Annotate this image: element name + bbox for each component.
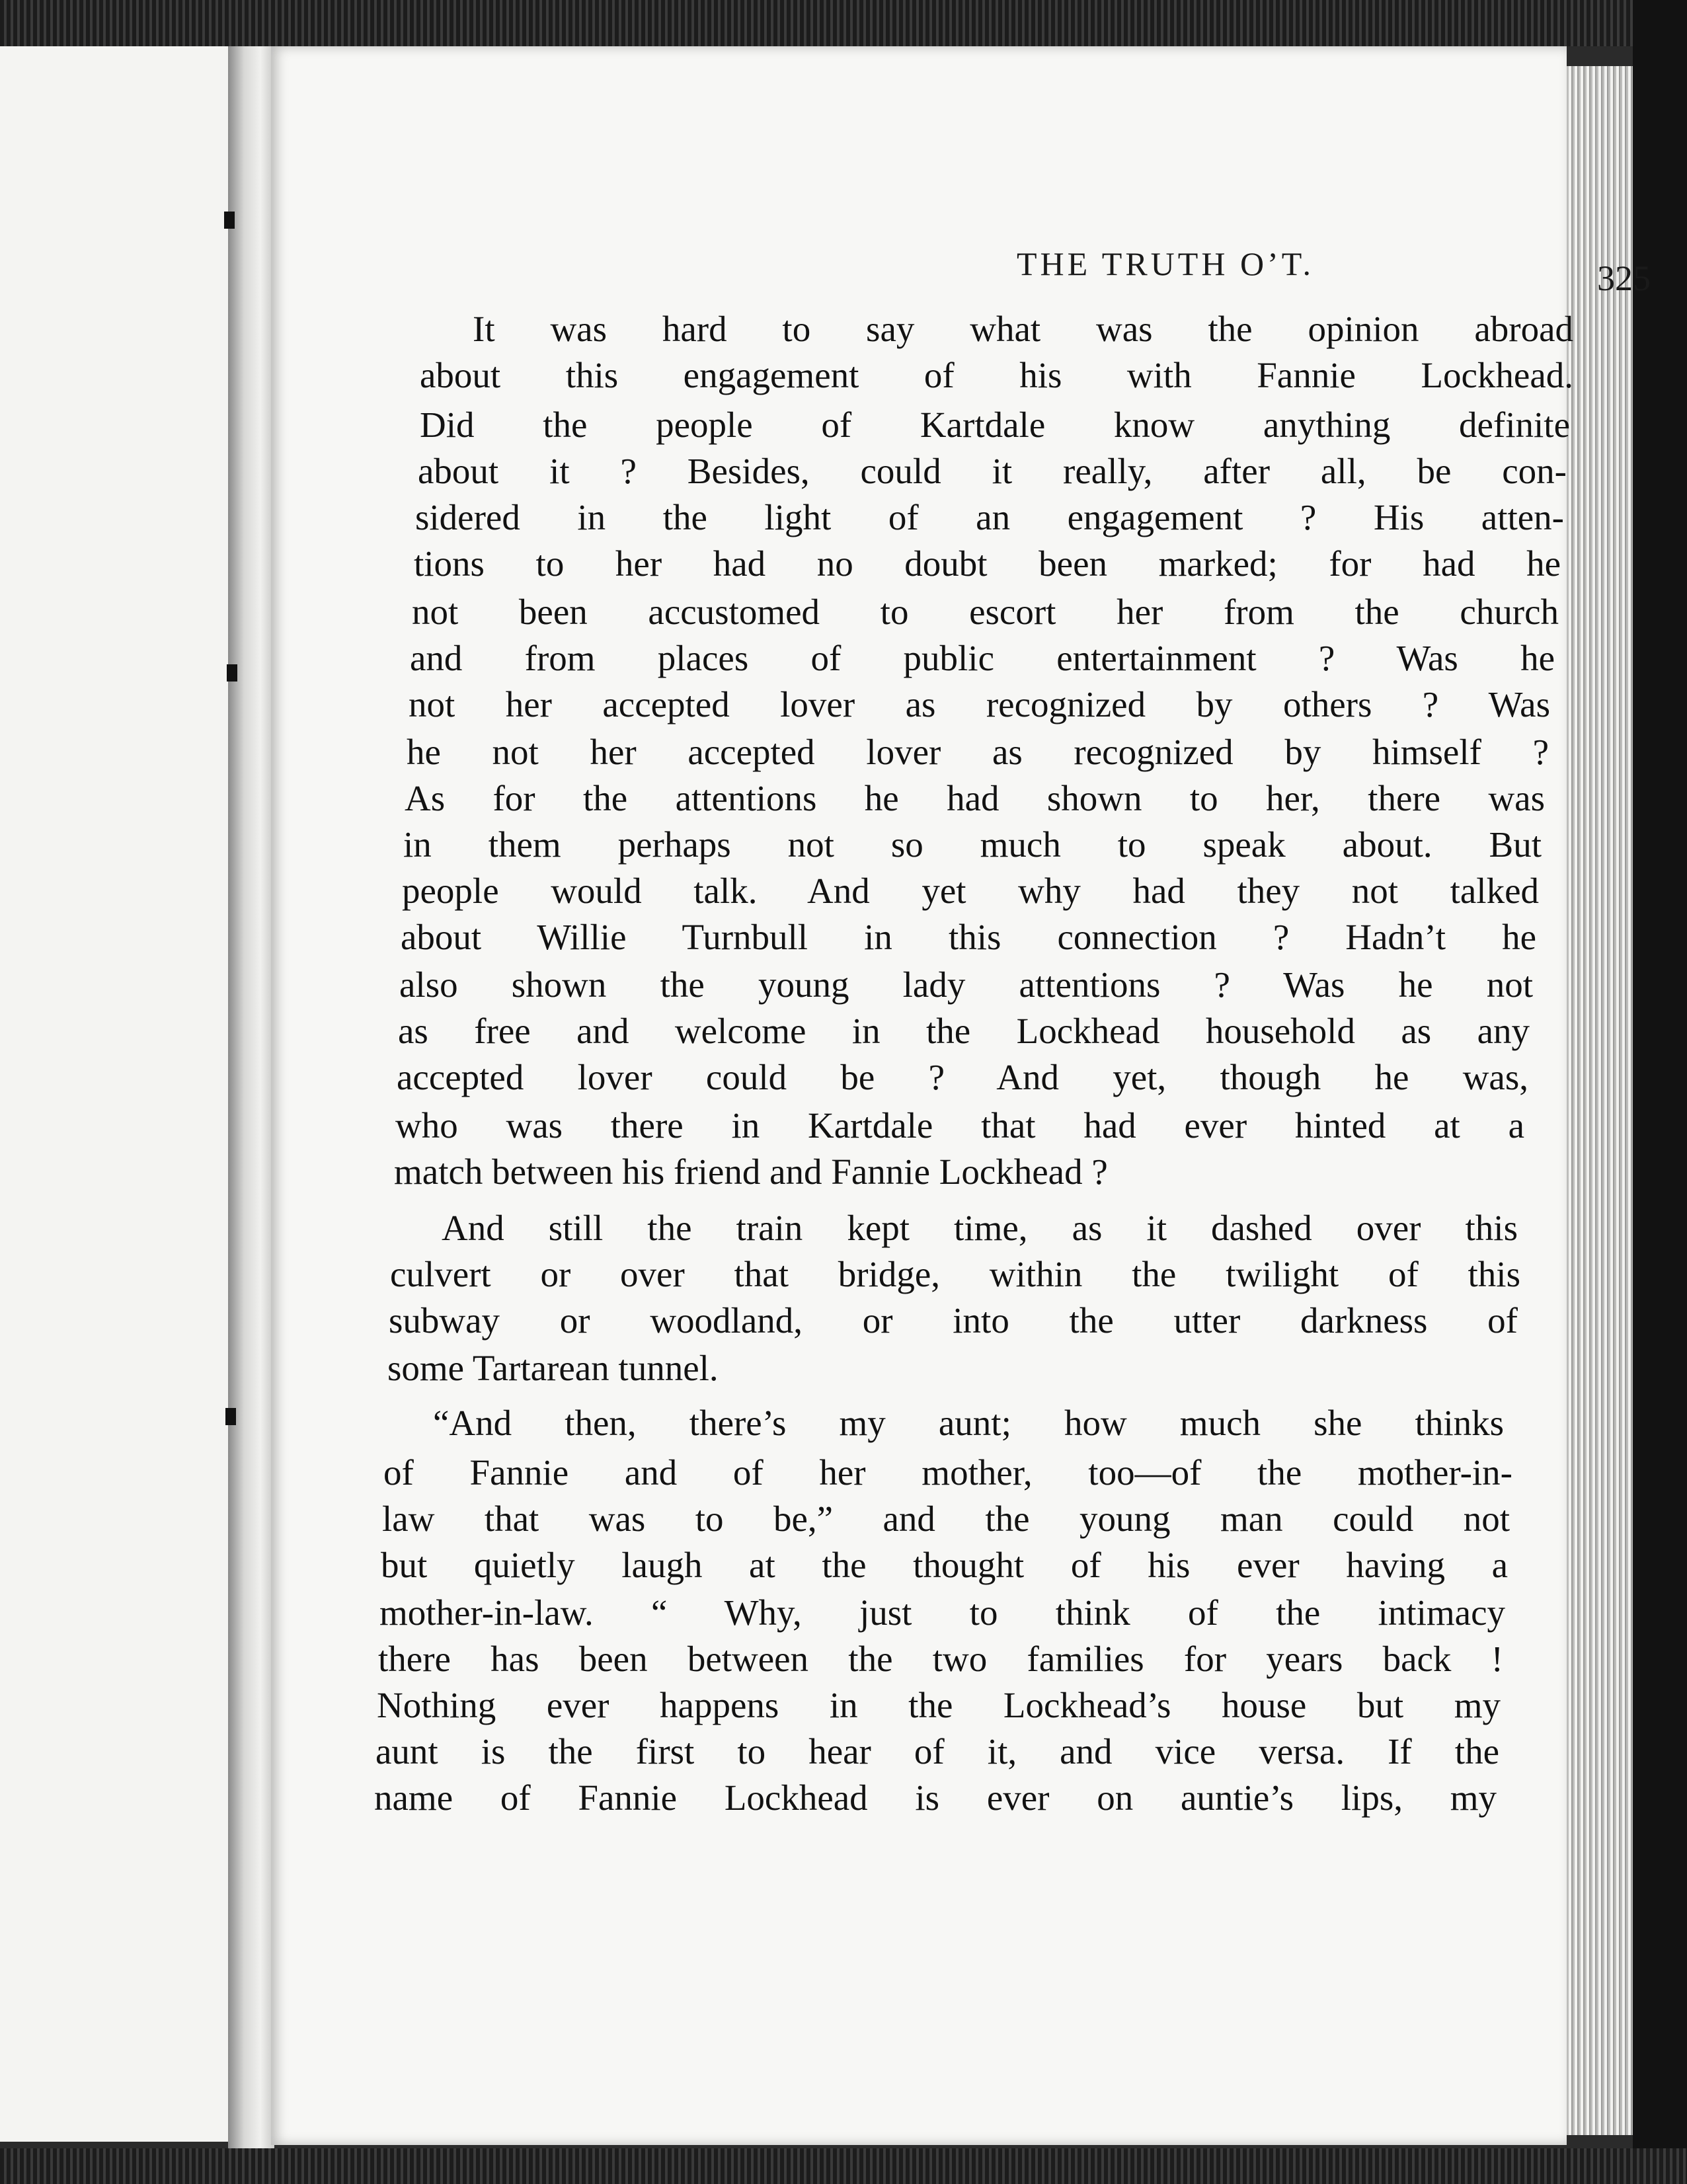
- body-line: also shown the young lady attentions ? Was he not: [399, 964, 1533, 1005]
- body-line: law that was to be,” and the young man could not: [382, 1499, 1510, 1539]
- body-line: who was there in Kartdale that had ever hinted at a: [395, 1105, 1524, 1146]
- body-line: of Fannie and of her mother, too—of the mother-in-: [383, 1452, 1512, 1493]
- body-line: It was hard to say what was the opinion abroad: [473, 309, 1573, 349]
- body-line: not her accepted lover as recognized by others ? Was: [409, 684, 1550, 724]
- body-line: mother-in-law. “ Why, just to think of the intimacy: [379, 1592, 1505, 1633]
- body-line: he not her accepted lover as recognized by himself ?: [407, 732, 1549, 772]
- body-line: “And then, there’s my aunt; how much she thinks: [433, 1403, 1504, 1443]
- body-line: aunt is the first to hear of it, and vice versa. If the: [375, 1731, 1499, 1772]
- body-line: in them perhaps not so much to speak about. But: [403, 824, 1542, 865]
- scanner-bed-bottom: [0, 2148, 1687, 2184]
- body-line: some Tartarean tunnel.: [387, 1348, 719, 1388]
- body-line: tions to her had no doubt been marked; for had he: [414, 543, 1561, 584]
- body-line: people would talk. And yet why had they not talked: [402, 871, 1539, 911]
- body-line: subway or woodland, or into the utter darkness of: [389, 1300, 1518, 1341]
- body-line: about this engagement of his with Fannie Lockhead.: [420, 355, 1573, 395]
- page-number: 325: [1597, 258, 1651, 298]
- body-line: sidered in the light of an engagement ? His atten-: [415, 497, 1564, 537]
- body-line: Did the people of Kartdale know anything definite: [420, 405, 1570, 445]
- body-line: and from places of public entertainment ? Was he: [410, 638, 1555, 678]
- gutter-mark: [227, 664, 237, 682]
- scanner-bed-right: [1633, 0, 1687, 2184]
- body-line: as free and welcome in the Lockhead household as any: [398, 1011, 1530, 1051]
- body-line: Nothing ever happens in the Lockhead’s house but my: [377, 1685, 1501, 1725]
- body-line: match between his friend and Fannie Lockhead ?: [394, 1151, 1108, 1192]
- body-line: accepted lover could be ? And yet, though he was,: [397, 1057, 1528, 1097]
- body-line: name of Fannie Lockhead is ever on auntie’s lips, my: [374, 1777, 1497, 1818]
- book-gutter: [228, 46, 274, 2148]
- scanner-bed-top: [0, 0, 1687, 46]
- body-line: And still the train kept time, as it dashed over this: [442, 1208, 1518, 1248]
- running-head: THE TRUTH O’T.: [1017, 245, 1315, 282]
- body-line: about Willie Turnbull in this connection ? Hadn’t he: [401, 917, 1536, 957]
- body-line: culvert or over that bridge, within the twilight of this: [390, 1254, 1520, 1294]
- book-page: [271, 46, 1651, 2145]
- facing-page-left: [0, 46, 231, 2142]
- body-line: not been accustomed to escort her from the church: [412, 592, 1559, 632]
- body-line: but quietly laugh at the thought of his ever having a: [381, 1545, 1508, 1585]
- page-stack-edge: [1567, 66, 1633, 2135]
- body-line: there has been between the two families for years back !: [378, 1639, 1503, 1679]
- body-line: about it ? Besides, could it really, after all, be con-: [418, 451, 1567, 491]
- body-line: As for the attentions he had shown to her, there was: [405, 778, 1545, 818]
- gutter-mark: [225, 1408, 236, 1425]
- gutter-mark: [224, 212, 235, 229]
